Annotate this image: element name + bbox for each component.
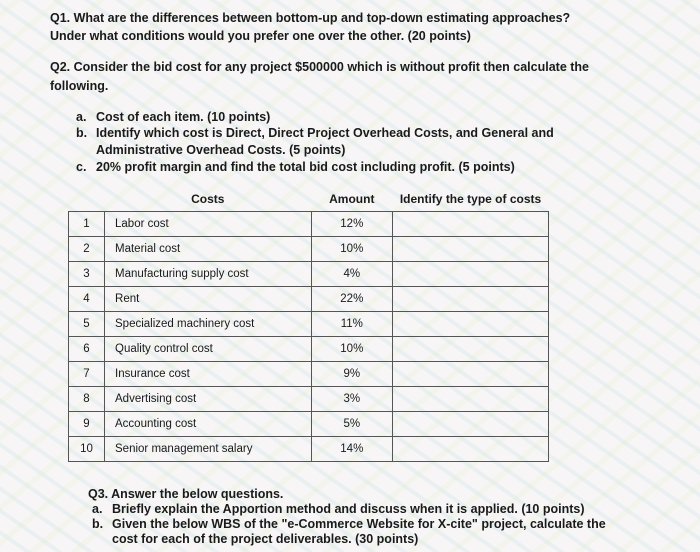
table-row [69,337,549,362]
row-amount: 9% [311,362,392,387]
table-row [69,387,549,412]
row-cost: Specialized machinery cost [105,312,312,337]
row-num: 1 [69,212,105,237]
row-cost: Rent [105,287,312,312]
row-num: 2 [69,237,105,262]
q3-item-a [92,502,585,516]
table-row [69,212,549,237]
q2-item-b-line-2: Administrative Overhead Costs. (5 points) [96,143,346,157]
row-cost: Quality control cost [105,337,312,362]
row-num: 7 [69,362,105,387]
row-amount: 22% [311,287,392,312]
row-type-cell [393,287,549,312]
q2-line-2: following. [50,79,109,93]
header-type: Identify the type of costs [399,192,542,206]
row-type-cell [393,387,549,412]
row-amount: 14% [311,437,392,462]
table-body [69,212,549,462]
q3-item-a-text: Briefly explain the Apportion method and discuss when it is applied. (10 points) [112,502,585,516]
row-cost: Advertising cost [105,387,312,412]
table-header-row [69,187,549,212]
q2-item-c-marker: c. [76,160,87,174]
q2-item-c [76,160,515,174]
row-amount: 4% [311,262,392,287]
header-num [69,187,105,212]
row-amount: 10% [311,237,392,262]
q3-line-1: Q3. Answer the below questions. [88,487,284,501]
row-cost: Insurance cost [105,362,312,387]
row-type-cell [393,362,549,387]
q2-item-a-marker: a. [76,110,87,124]
row-cost: Manufacturing supply cost [105,262,312,287]
table-row [69,237,549,262]
row-amount: 3% [311,387,392,412]
q1-line-2: Under what conditions would you prefer one over the other. (20 points) [50,29,471,43]
table-row [69,362,549,387]
q2-item-a [76,110,270,124]
row-cost: Senior management salary [105,437,312,462]
row-cost: Labor cost [105,212,312,237]
row-type-cell [393,412,549,437]
row-num: 8 [69,387,105,412]
row-cost: Accounting cost [105,412,312,437]
q2-item-c-text: 20% profit margin and find the total bid cost including profit. (5 points) [96,160,515,174]
row-cost: Material cost [105,237,312,262]
row-num: 6 [69,337,105,362]
row-num: 3 [69,262,105,287]
row-num: 9 [69,412,105,437]
table-row [69,412,549,437]
q2-line-1: Q2. Consider the bid cost for any project $500000 which is without profit then calculate the [50,60,589,74]
q2-item-b-marker: b. [76,126,88,140]
table-row [69,262,549,287]
header-amount: Amount [329,192,375,206]
cost-table [68,187,549,455]
row-type-cell [393,237,549,262]
row-amount: 12% [311,212,392,237]
table-row [69,437,549,462]
row-type-cell [393,337,549,362]
q2-item-a-text: Cost of each item. (10 points) [96,110,271,124]
row-type-cell [393,312,549,337]
q1-line-1: Q1. What are the differences between bottom-up and top-down estimating approaches? [50,11,571,25]
row-amount: 5% [311,412,392,437]
row-type-cell [393,212,549,237]
row-type-cell [393,262,549,287]
row-num: 5 [69,312,105,337]
table-row [69,312,549,337]
row-type-cell [393,437,549,462]
table-row [69,287,549,312]
row-num: 4 [69,287,105,312]
header-costs: Costs [191,192,225,206]
q3-item-a-marker: a. [92,502,103,516]
row-amount: 10% [311,337,392,362]
row-num: 10 [69,437,105,462]
row-amount: 11% [311,312,392,337]
q3-item-b-line-2: cost for each of the project deliverables. (30 points) [112,532,419,546]
q2-item-b-text: Identify which cost is Direct, Direct Project Overhead Costs, and General and [96,126,554,140]
q2-item-b [76,126,554,140]
q3-item-b-text: Given the below WBS of the "e-Commerce Website for X-cite" project, calculate the [112,517,606,531]
q3-item-b [92,517,606,531]
q3-item-b-marker: b. [92,517,104,531]
